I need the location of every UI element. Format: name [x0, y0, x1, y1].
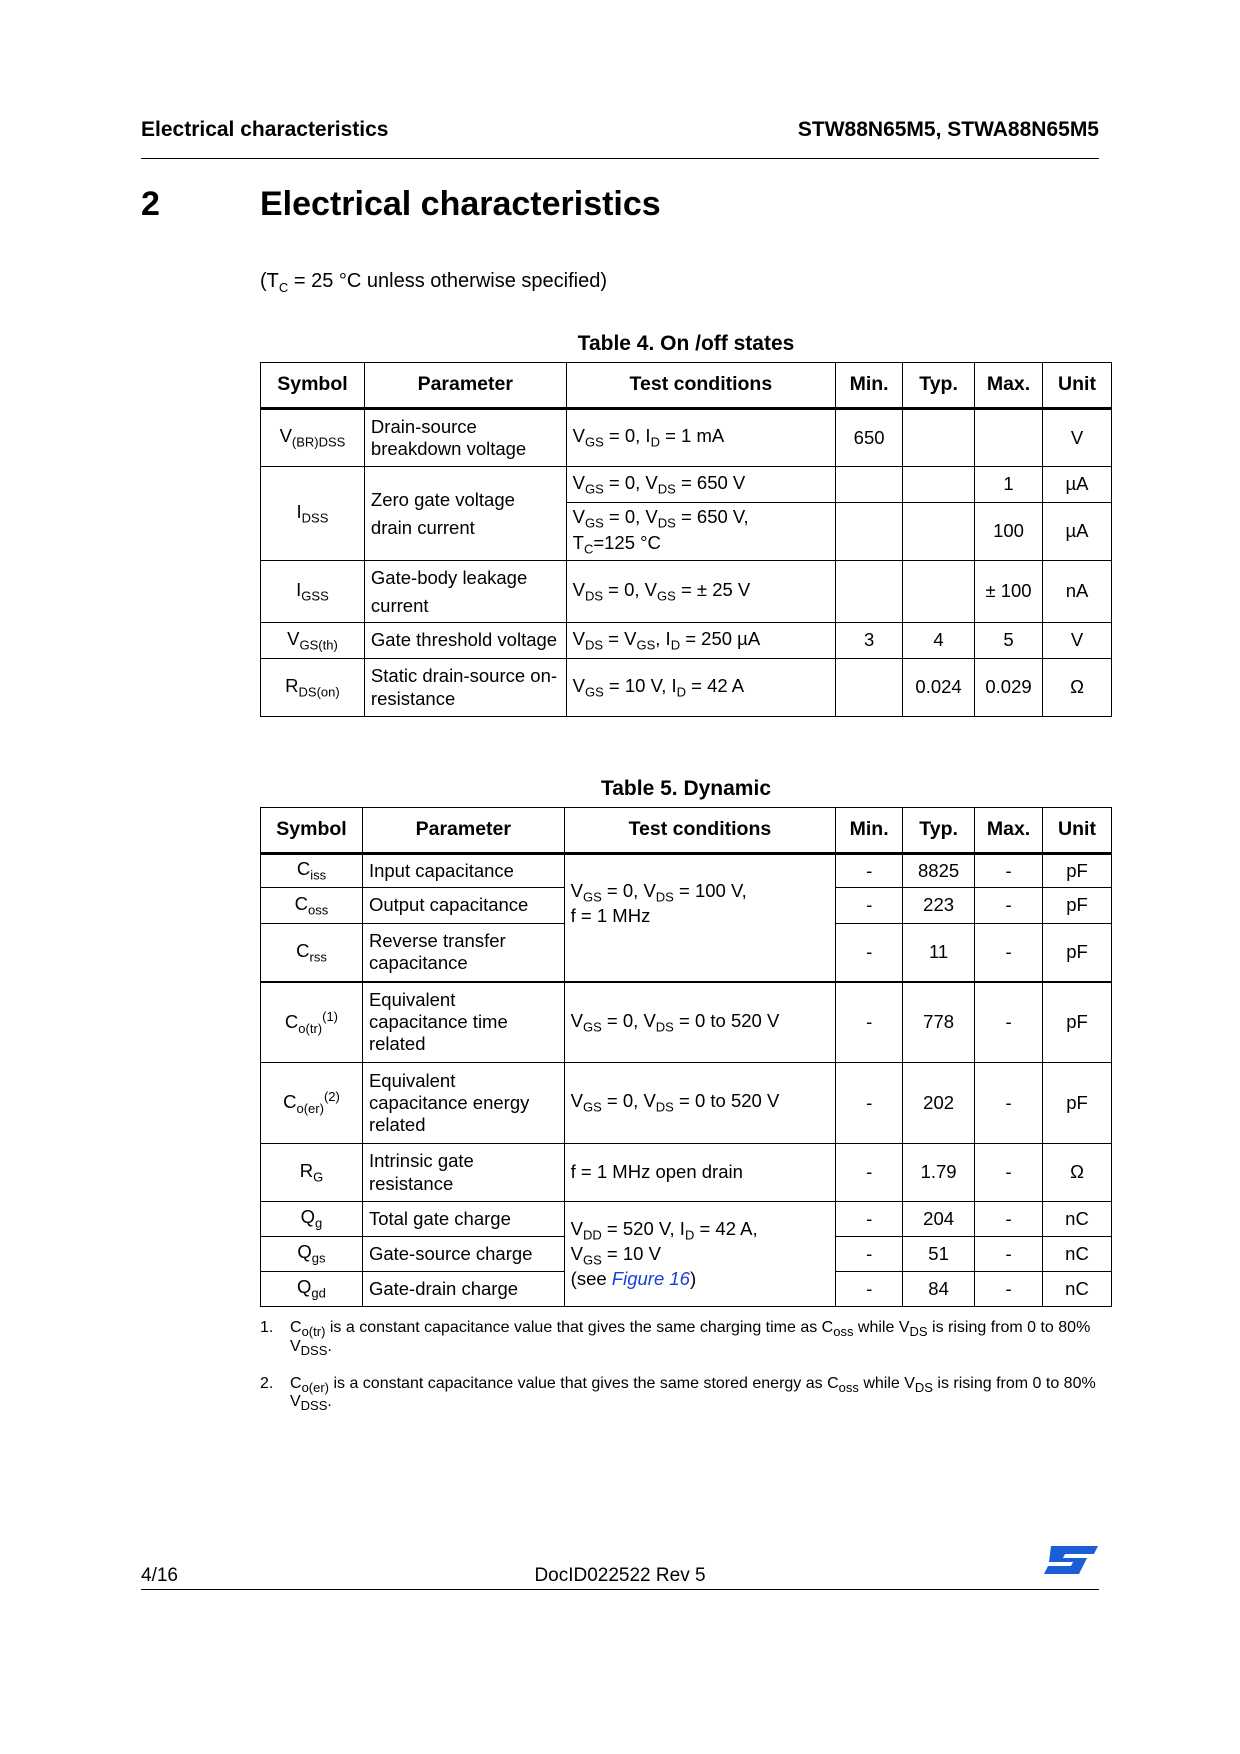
unit-cell: V: [1043, 623, 1112, 659]
test-conditions-cell: $V_{GS} = 0$, $V_{DS} = 100$ V, f = 1 MHz: [564, 854, 836, 982]
parameter-cell: Zero gate voltage drain current: [364, 467, 566, 561]
symbol-cell: $Q_g$: [261, 1202, 363, 1237]
typ-cell: 0.024: [903, 659, 975, 717]
unit-cell: nC: [1043, 1202, 1112, 1237]
col-header-test-conditions: Test conditions: [566, 363, 836, 409]
typ-cell: 202: [903, 1063, 975, 1144]
test-conditions-cell: f = 1 MHz open drain: [564, 1144, 836, 1202]
max-cell: ± 100: [975, 561, 1043, 623]
typ-cell: [903, 503, 975, 561]
min-cell: -: [836, 1202, 903, 1237]
page-number: 4/16: [141, 1565, 178, 1586]
table-row: [261, 982, 1112, 1063]
min-cell: -: [836, 1144, 903, 1202]
symbol-cell: $I_{GSS}$: [261, 561, 365, 623]
max-cell: 5: [975, 623, 1043, 659]
col-header-symbol: Symbol: [261, 363, 365, 409]
unit-cell: pF: [1043, 888, 1112, 924]
symbol-cell: $R_G$: [261, 1144, 363, 1202]
test-conditions-cell: $V_{GS} = 0$, $V_{DS} = 650$ V, $T_C=125$ °C: [566, 503, 836, 561]
symbol-cell: $Q_{gd}$: [261, 1272, 363, 1307]
table4-caption: Table 4. On /off states: [577, 332, 795, 355]
max-cell: 1: [975, 467, 1043, 503]
max-cell: -: [975, 1202, 1043, 1237]
typ-cell: [903, 561, 975, 623]
page-header: [141, 118, 1099, 159]
unit-cell: nC: [1043, 1272, 1112, 1307]
min-cell: -: [836, 1063, 903, 1144]
symbol-cell: $V_{GS(th)}$: [261, 623, 365, 659]
st-logo-shape: [1044, 1546, 1098, 1574]
symbol-cell: $C_{o(tr)}^{(1)}$: [261, 982, 363, 1063]
st-logo-text: ST: [1069, 1569, 1071, 1570]
symbol-cell: $C_{o(er)}^{(2)}$: [261, 1063, 363, 1144]
test-conditions-cell: $V_{DD} = 520$ V, $I_D = 42$ A, $V_{GS} = 10$ V (see Figure 16): [564, 1202, 836, 1307]
table-row: [261, 1202, 1112, 1237]
min-cell: -: [836, 1272, 903, 1307]
parameter-cell: Total gate charge: [362, 1202, 564, 1237]
typ-cell: 8825: [903, 854, 975, 888]
col-header-typ: Typ.: [903, 363, 975, 409]
footnote-1: 1. $C_{o(tr)}$ is a constant capacitance value that gives the same charging time as $C_{oss}$ while $V_{DS}$ is rising from 0 to 80% $V_{DSS}$.: [260, 1319, 1091, 1359]
col-header-unit: Unit: [1043, 363, 1112, 409]
test-conditions-cell: $V_{DS} = 0$, $V_{GS}$ = ± 25 V: [566, 561, 836, 623]
max-cell: -: [975, 924, 1043, 982]
table5-header-row: [261, 808, 1112, 854]
test-conditions-cell: $V_{GS} = 0$, $I_D = 1$ mA: [566, 409, 836, 467]
unit-cell: µA: [1043, 503, 1112, 561]
typ-cell: 778: [903, 982, 975, 1063]
min-cell: -: [836, 854, 903, 888]
test-conditions-cell: $V_{GS} = 0$, $V_{DS} = 650$ V: [566, 467, 836, 503]
unit-cell: pF: [1043, 1063, 1112, 1144]
unit-cell: nA: [1043, 561, 1112, 623]
symbol-cell: $V_{(BR)DSS}$: [261, 409, 365, 467]
table4-header-row: [261, 363, 1112, 409]
parameter-cell: Equivalent capacitance time related: [362, 982, 564, 1063]
symbol-cell: $Q_{gs}$: [261, 1237, 363, 1272]
unit-cell: pF: [1043, 982, 1112, 1063]
min-cell: [836, 659, 903, 717]
symbol-cell: $R_{DS(on)}$: [261, 659, 365, 717]
typ-cell: [903, 467, 975, 503]
table-row: [261, 623, 1112, 659]
table5-dynamic: [260, 807, 1112, 1307]
parameter-cell: Gate threshold voltage: [364, 623, 566, 659]
parameter-cell: Output capacitance: [362, 888, 564, 924]
table-row: [261, 467, 1112, 503]
parameter-cell: Reverse transfer capacitance: [362, 924, 564, 982]
min-cell: -: [836, 888, 903, 924]
typ-cell: 4: [903, 623, 975, 659]
max-cell: -: [975, 854, 1043, 888]
unit-cell: Ω: [1043, 659, 1112, 717]
parameter-cell: Equivalent capacitance energy related: [362, 1063, 564, 1144]
unit-cell: µA: [1043, 467, 1112, 503]
test-conditions-cell: $V_{DS} = V_{GS}$, $I_D = 250$ µA: [566, 623, 836, 659]
col-header-parameter: Parameter: [362, 808, 564, 854]
header-part-numbers: STW88N65M5, STWA88N65M5: [797, 118, 1099, 141]
min-cell: -: [836, 1237, 903, 1272]
col-header-max: Max.: [975, 808, 1043, 854]
symbol-cell: $C_{iss}$: [261, 854, 363, 888]
col-header-max: Max.: [975, 363, 1043, 409]
table5-caption: Table 5. Dynamic: [600, 777, 771, 800]
typ-cell: 204: [903, 1202, 975, 1237]
typ-cell: 51: [903, 1237, 975, 1272]
min-cell: [836, 561, 903, 623]
min-cell: 3: [836, 623, 903, 659]
table-row: [261, 854, 1112, 888]
table-row: [261, 1063, 1112, 1144]
max-cell: [975, 409, 1043, 467]
doc-id: DocID022522 Rev 5: [534, 1565, 706, 1586]
col-header-min: Min.: [836, 808, 903, 854]
unit-cell: Ω: [1043, 1144, 1112, 1202]
col-header-typ: Typ.: [903, 808, 975, 854]
footnote-2: 2. $C_{o(er)}$ is a constant capacitance value that gives the same stored energy as $C_{oss}$ while $V_{DS}$ is rising from 0 to 80% $V_{DSS}$.: [260, 1374, 1096, 1414]
table-row: [261, 409, 1112, 467]
table-row: [261, 1144, 1112, 1202]
symbol-cell: $C_{rss}$: [261, 924, 363, 982]
col-header-symbol: Symbol: [261, 808, 363, 854]
typ-cell: 84: [903, 1272, 975, 1307]
test-conditions-cell: $V_{GS} = 10$ V, $I_D = 42$ A: [566, 659, 836, 717]
col-header-min: Min.: [836, 363, 903, 409]
parameter-cell: Gate-drain charge: [362, 1272, 564, 1307]
max-cell: -: [975, 1144, 1043, 1202]
parameter-cell: Input capacitance: [362, 854, 564, 888]
min-cell: 650: [836, 409, 903, 467]
max-cell: -: [975, 1237, 1043, 1272]
col-header-unit: Unit: [1043, 808, 1112, 854]
test-conditions-cell: $V_{GS} = 0$, $V_{DS} = 0$ to 520 V: [564, 982, 836, 1063]
parameter-cell: Static drain-source on- resistance: [364, 659, 566, 717]
symbol-cell: $I_{DSS}$: [261, 467, 365, 561]
max-cell: 100: [975, 503, 1043, 561]
typ-cell: 1.79: [903, 1144, 975, 1202]
unit-cell: V: [1043, 409, 1112, 467]
table-footnotes: [260, 1320, 1112, 1431]
min-cell: [836, 503, 903, 561]
temperature-condition: ($T_C = 25$ °C unless otherwise specified): [260, 270, 607, 295]
table-row: [261, 561, 1112, 623]
page-footer: [141, 1565, 1099, 1590]
header-section-title: Electrical characteristics: [141, 118, 389, 141]
max-cell: 0.029: [975, 659, 1043, 717]
min-cell: -: [836, 982, 903, 1063]
parameter-cell: Gate-source charge: [362, 1237, 564, 1272]
section-number: 2: [141, 185, 160, 223]
max-cell: -: [975, 888, 1043, 924]
typ-cell: 223: [903, 888, 975, 924]
st-logo-icon: [1043, 1543, 1099, 1582]
min-cell: [836, 467, 903, 503]
typ-cell: 11: [903, 924, 975, 982]
max-cell: -: [975, 1272, 1043, 1307]
min-cell: -: [836, 924, 903, 982]
unit-cell: pF: [1043, 924, 1112, 982]
unit-cell: pF: [1043, 854, 1112, 888]
table4-on-off-states: [260, 362, 1112, 717]
col-header-test-conditions: Test conditions: [564, 808, 836, 854]
max-cell: -: [975, 1063, 1043, 1144]
parameter-cell: Drain-source breakdown voltage: [364, 409, 566, 467]
table-row: [261, 659, 1112, 717]
max-cell: -: [975, 982, 1043, 1063]
symbol-cell: $C_{oss}$: [261, 888, 363, 924]
typ-cell: [903, 409, 975, 467]
section-title: Electrical characteristics: [260, 185, 661, 223]
col-header-parameter: Parameter: [364, 363, 566, 409]
parameter-cell: Intrinsic gate resistance: [362, 1144, 564, 1202]
parameter-cell: Gate-body leakage current: [364, 561, 566, 623]
test-conditions-cell: $V_{GS} = 0$, $V_{DS} = 0$ to 520 V: [564, 1063, 836, 1144]
unit-cell: nC: [1043, 1237, 1112, 1272]
figure-16-link[interactable]: Figure 16: [611, 1268, 690, 1290]
